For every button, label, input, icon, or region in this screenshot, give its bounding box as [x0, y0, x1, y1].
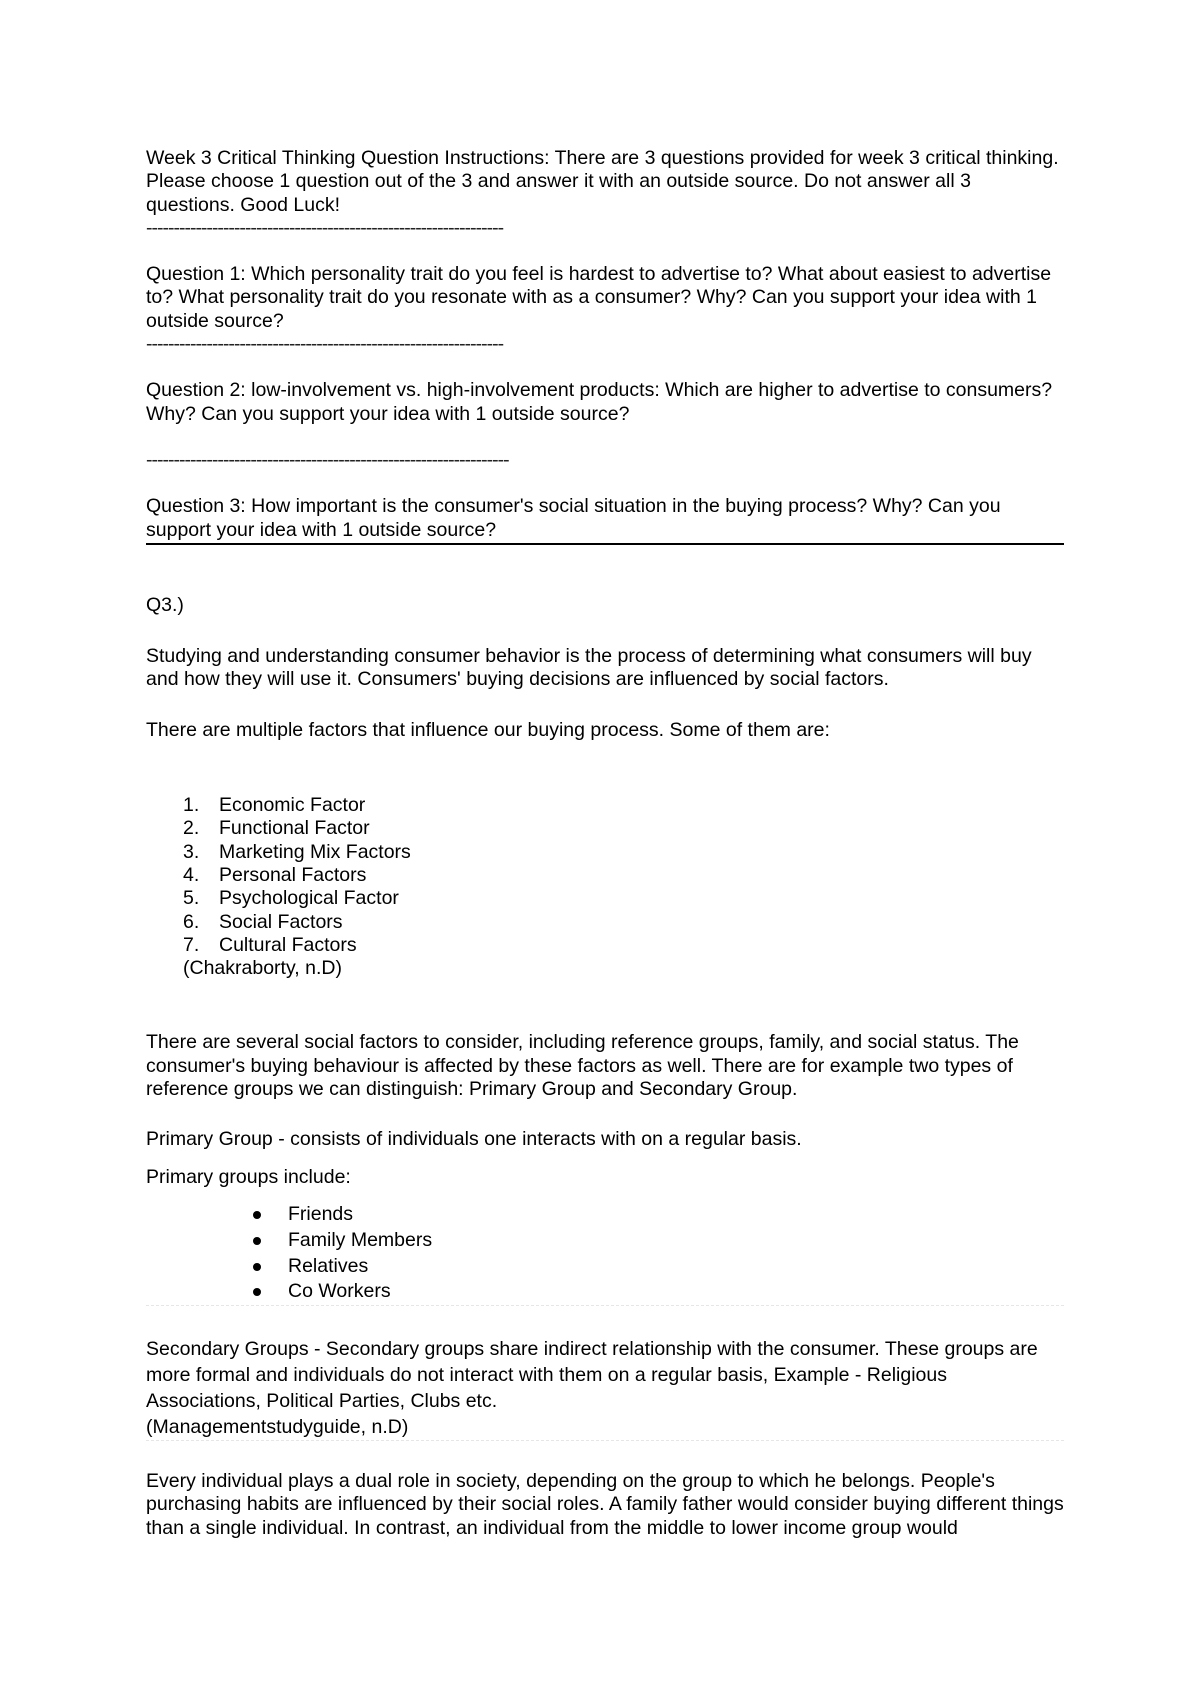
primary-group-definition: Primary Group - consists of individuals one interacts with on a regular basis. — [146, 1128, 802, 1151]
document-page — [146, 147, 1064, 1540]
secondary-groups-section — [146, 1336, 1064, 1441]
factors-lead: There are multiple factors that influence our buying process. Some of them are: — [146, 718, 830, 741]
primary-groups-list — [146, 1202, 1064, 1306]
instructions-paragraph: Week 3 Critical Thinking Question Instructions: There are 3 questions provided for week 3 critical thinking. Please choose 1 question out of the 3 and answer it with an outside source. Do not answer all 3 questions. Good Luck! — [146, 147, 1059, 216]
list-item: 4. Personal Factors — [183, 863, 367, 886]
answer-label: Q3.) — [146, 593, 184, 616]
list-item: Family Members — [146, 1228, 1064, 1254]
list-item: Friends — [146, 1202, 1064, 1228]
list-item: Relatives — [146, 1254, 1064, 1280]
separator-line: ------------------------------------------------------------------ — [146, 448, 509, 471]
list-item: 3. Marketing Mix Factors — [183, 840, 411, 863]
primary-groups-lead: Primary groups include: — [146, 1165, 351, 1188]
secondary-citation: (Managementstudyguide, n.D) — [146, 1416, 409, 1439]
separator-line: ----------------------------------------------------------------- — [146, 333, 504, 356]
list-item: 5. Psychological Factor — [183, 887, 399, 910]
list-item: Co Workers — [146, 1279, 1064, 1305]
question-2: Question 2: low-involvement vs. high-involvement products: Which are higher to advertise to consumers? Why? Can you support your idea with 1 outside source? — [146, 379, 1053, 425]
list-item: 6. Social Factors — [183, 910, 343, 933]
list-item: 1. Economic Factor — [183, 794, 366, 817]
secondary-groups-paragraph: Secondary Groups - Secondary groups share indirect relationship with the consumer. These groups are more formal and individuals do not interact with them on a regular basis, Example - Religious Associations, Political Parties, Clubs etc. — [146, 1338, 1038, 1413]
separator-line: ----------------------------------------------------------------- — [146, 216, 504, 239]
social-factors-paragraph: There are several social factors to consider, including reference groups, family, and social status. The consumer's buying behaviour is affected by these factors as well. There are for example two types of reference groups we can distinguish: Primary Group and Secondary Group. — [146, 1031, 1019, 1101]
intro-paragraph: Studying and understanding consumer behavior is the process of determining what consumers will buy and how they will use it. Consumers' buying decisions are influenced by social factors. — [146, 645, 1032, 691]
list-item: 7. Cultural Factors — [183, 933, 357, 956]
factors-list — [146, 794, 1064, 957]
question-1: Question 1: Which personality trait do you feel is hardest to advertise to? What about easiest to advertise to? What personality trait do you resonate with as a consumer? Why? Can you support your idea with 1 outside source? — [146, 263, 1052, 332]
dual-role-paragraph: Every individual plays a dual role in society, depending on the group to which he belongs. People's purchasing habits are influenced by their social roles. A family father would consider buying different things than a single individual. In contrast, an individual from the middle to lower income group would — [146, 1470, 1064, 1539]
factors-citation: (Chakraborty, n.D) — [183, 957, 342, 980]
list-item: 2. Functional Factor — [183, 817, 370, 840]
question-3: Question 3: How important is the consumer's social situation in the buying process? Why? Can you support your idea with 1 outside source? — [146, 495, 1064, 545]
